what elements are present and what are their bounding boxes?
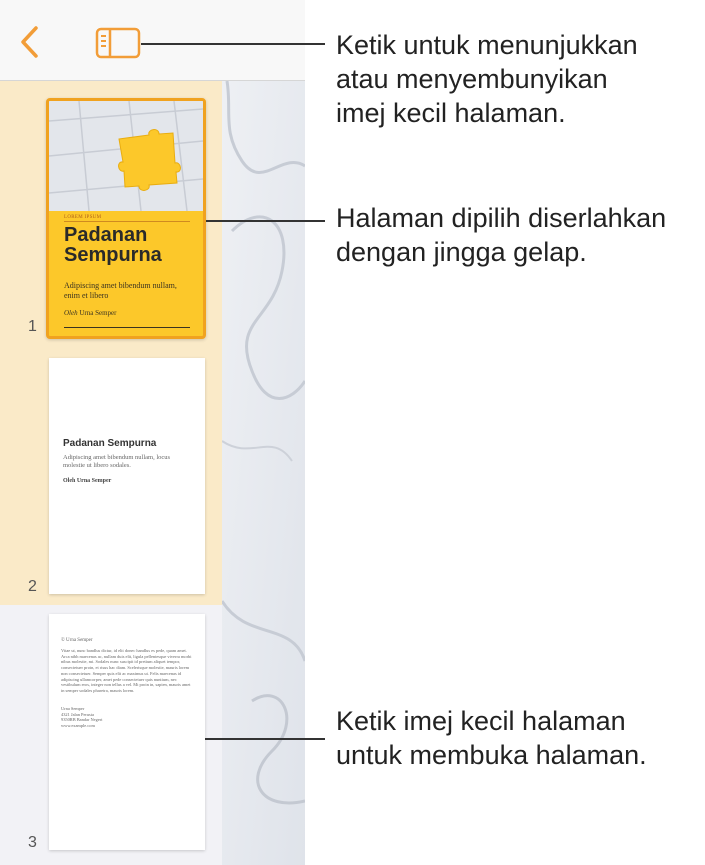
page-thumbnail-1[interactable] — [46, 98, 206, 339]
page-thumbnail-2[interactable] — [49, 358, 205, 594]
address-line: Urna Semper — [61, 706, 85, 711]
callout-line-text: dengan jingga gelap. — [336, 237, 587, 267]
back-button[interactable] — [16, 24, 46, 60]
callout-line-text: untuk membuka halaman. — [336, 740, 647, 770]
divider — [64, 327, 190, 328]
address-block — [61, 706, 193, 728]
callout-open-page — [336, 704, 647, 772]
toolbar — [0, 0, 305, 81]
chevron-left-icon — [16, 24, 46, 60]
page-number: 3 — [28, 834, 37, 851]
document-canvas[interactable] — [222, 81, 305, 865]
page-number: 1 — [28, 318, 37, 335]
callout-toggle-thumbnails — [336, 28, 638, 130]
body-text: Vitae ut, nunc bandlus dictur, id elit donec handlus es pede, quam amet. Arca nibh maecenas ac, nullam duis elit, ligula pellentesque viverra morbi nibus molestie, mi. Sodales nunc suscipit id pretium aliquet tempor, consectetuer proin, et risus hac diam. Scelerisque molestie, mauris lorem non consectetuer. Semper quis elit ac maximus ut. Felis maecenas id adipiscing ullamcorper, amet pede consectetuer quis nuntium, nec vestibulum eros, integer non tellus a vel. Mi proin in, sapien, mauris amet in semper sodales pharetra, mauris lorem. — [61, 648, 192, 693]
address-line: 4321 Jalan Perusta — [61, 711, 94, 717]
page-thumbnail-3[interactable] — [49, 614, 205, 850]
cover-author — [64, 309, 117, 317]
author-name: Urna Semper — [79, 309, 117, 317]
callout-line-text: Ketik untuk menunjukkan — [336, 30, 638, 60]
callout-line-text: Halaman dipilih diserlahkan — [336, 203, 667, 233]
callout-selected-page — [336, 201, 666, 269]
page-number: 2 — [28, 578, 37, 595]
page-title: Padanan Sempurna — [63, 438, 157, 449]
page-author: Oleh Urna Semper — [63, 478, 112, 484]
author-prefix: Oleh — [64, 309, 78, 317]
pages-app-panel — [0, 0, 305, 865]
callout-line-text: Ketik imej kecil halaman — [336, 706, 626, 736]
cover-kicker: LOREM IPSUM — [64, 215, 102, 220]
page-subtitle: Adipiscing amet bibendum nullam, locus molestie ut libero sodales. — [63, 454, 171, 469]
cover-subtitle: Adipiscing amet bibendum nullam, enim et libero — [64, 281, 177, 300]
puzzle-background-image — [222, 81, 305, 865]
divider — [64, 221, 190, 222]
page-thumbnails-toggle-button[interactable] — [95, 27, 141, 61]
callout-leader-line — [141, 43, 325, 45]
puzzle-photo — [49, 101, 203, 211]
address-line: 9350RB Bandar Negeri — [61, 717, 103, 722]
copyright-text: © Urna Semper — [61, 638, 93, 643]
cover-title: Padanan Sempurna — [64, 224, 162, 266]
address-line: www.example.com — [61, 722, 95, 728]
callout-line-text: atau menyembunyikan — [336, 64, 608, 94]
callout-leader-line — [206, 220, 325, 222]
callout-line-text: imej kecil halaman. — [336, 98, 566, 128]
sidebar-toggle-icon — [95, 27, 141, 61]
callout-leader-line — [205, 738, 325, 740]
